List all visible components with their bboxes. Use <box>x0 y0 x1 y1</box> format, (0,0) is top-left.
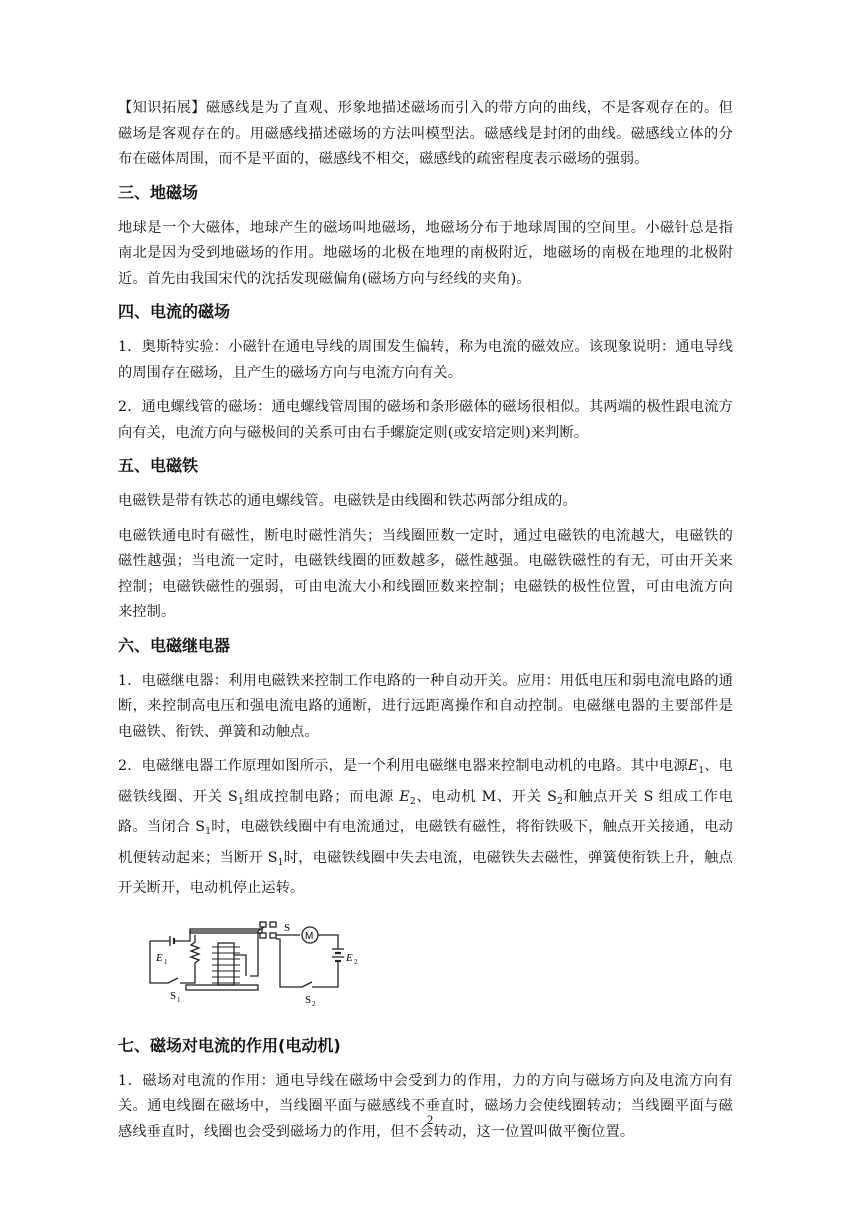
svg-text:1: 1 <box>177 995 181 1004</box>
contact-switch-s-label: S <box>284 921 291 934</box>
section-heading-motor: 七、磁场对电流的作用(电动机) <box>118 1035 341 1055</box>
document-page <box>118 96 733 1154</box>
section-heading-geomagnetic: 三、地磁场 <box>118 182 199 202</box>
knowledge-extension-paragraph: 【知识拓展】磁感线是为了直观、形象地描述磁场而引入的带方向的曲线，不是客观存在的。但磁场是客观存在的。用磁感线描述磁场的方法叫模型法。磁感线是封闭的曲线。磁感线立体的分布在磁体周围，而不是平面的，磁感线不相交，磁感线的疏密程度表示磁场的强弱。 <box>118 100 733 167</box>
source-e1-label: E <box>156 951 163 964</box>
relay-definition-paragraph: 1．电磁继电器：利用电磁铁来控制工作电路的一种自动开关。应用：用低电压和弱电流电路的通断，来控制高电压和强电流电路的通断，进行远距离操作和自动控制。电磁继电器的主要部件是电磁铁、衔铁、弹簧和动触点。 <box>118 672 733 740</box>
section-heading-electromagnet: 五、电磁铁 <box>118 456 199 475</box>
geomagnetic-paragraph: 地球是一个大磁体，地球产生的磁场叫地磁场，地磁场分布于地球周围的空间里。小磁针总是指南北是因为受到地磁场的作用。地磁场的北极在地理的南极附近，地磁场的南极在地理的北极附近。首先由我国宋代的沈括发现磁偏角(磁场方向与经线的夹角)。 <box>118 219 733 287</box>
section-heading-current-magnetic-field: 四、电流的磁场 <box>118 302 231 321</box>
magnetic-force-paragraph: 1．磁场对电流的作用：通电导线在磁场中会受到力的作用，力的方向与磁场方向及电流方向有关。通电线圈在磁场中，当线圈平面与磁感线不垂直时，磁场力会使线圈转动；当线圈平面与磁感线垂直时，线圈也会受到磁场力的作用，但不会转动，这一位置叫做平衡位置。 <box>118 1072 733 1140</box>
page-number: 2 <box>426 1112 434 1127</box>
source-e2-label: E <box>346 951 353 964</box>
relay-circuit-diagram <box>140 921 370 1011</box>
motor-m-label: M <box>305 930 314 942</box>
section-heading-relay: 六、电磁继电器 <box>118 635 231 655</box>
electromagnet-definition-paragraph: 电磁铁是带有铁芯的通电螺线管。电磁铁是由线圈和铁芯两部分组成的。 <box>118 493 577 509</box>
switch-s2-label: S <box>305 993 312 1006</box>
relay-principle-paragraph: 2．电磁继电器工作原理如图所示，是一个利用电磁继电器来控制电动机的电路。其中电源$E_1$、电磁铁线圈、开关 $S_1$组成控制电路；而电源 $E_2$、电动机 M、开关 $S_2$和触点开关 S 组成工作电路。当闭合 $S_1$时，电磁铁线圈中有电流通过，电磁铁有磁性，将衔铁吸下，触点开关接通，电动机便转动起来；当断开 $S_1$时，电磁铁线圈中失去电流，电磁铁失去磁性，弹簧使衔铁上升，触点开关断开，电动机停止运转。 <box>118 758 734 896</box>
switch-s1-label: S <box>170 989 177 1002</box>
svg-text:2: 2 <box>312 999 316 1008</box>
svg-text:1: 1 <box>164 957 168 966</box>
electromagnet-properties-paragraph: 电磁铁通电时有磁性，断电时磁性消失；当线圈匝数一定时，通过电磁铁的电流越大，电磁铁的磁性越强；当电流一定时，电磁铁线圈的匝数越多，磁性越强。电磁铁磁性的有无，可由开关来控制；电磁铁磁性的强弱，可由电流大小和线圈匝数来控制；电磁铁的极性位置，可由电流方向来控制。 <box>118 527 733 620</box>
svg-text:2: 2 <box>354 957 358 966</box>
solenoid-paragraph: 2．通电螺线管的磁场：通电螺线管周围的磁场和条形磁体的磁场很相似。其两端的极性跟电流方向有关，电流方向与磁极间的关系可由右手螺旋定则(或安培定则)来判断。 <box>118 399 733 441</box>
oersted-paragraph: 1．奥斯特实验：小磁针在通电导线的周围发生偏转，称为电流的磁效应。该现象说明：通电导线的周围存在磁场，且产生的磁场方向与电流方向有关。 <box>118 339 733 381</box>
